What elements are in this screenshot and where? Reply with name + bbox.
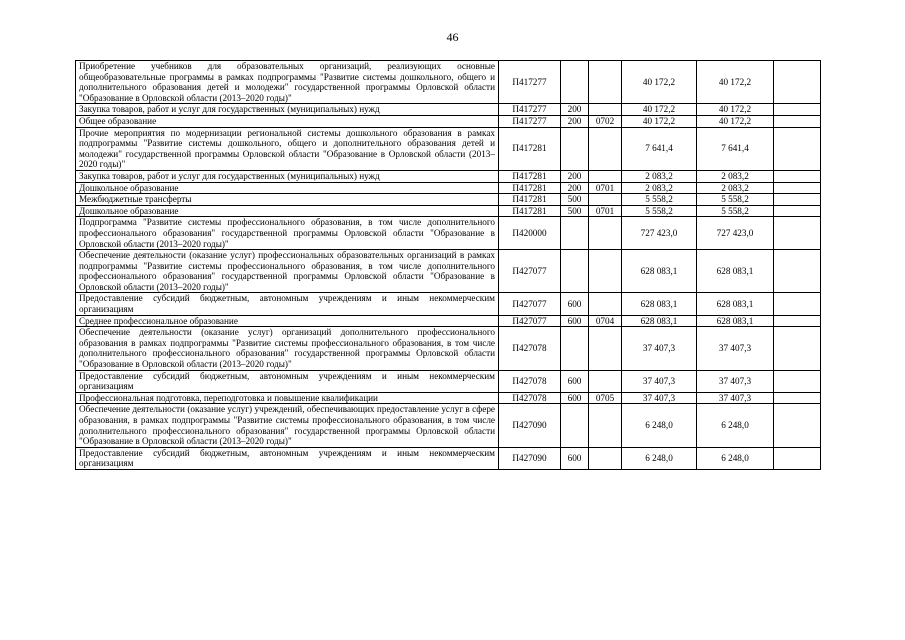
empty-cell bbox=[774, 370, 821, 392]
amount-2-cell: 2 083,2 bbox=[697, 170, 774, 182]
row-name-cell: Профессиональная подготовка, переподготовка и повышение квалификации bbox=[76, 392, 499, 404]
row-name-cell: Общее образование bbox=[76, 115, 499, 127]
table-row bbox=[76, 370, 821, 392]
table-row bbox=[76, 315, 821, 327]
table-row bbox=[76, 182, 821, 194]
row-name-cell: Обеспечение деятельности (оказание услуг) профессиональных образовательных организаций в рамках подпрограммы "Развитие системы профессионального образования, в том числе дополнительного профессионального образования" государственной программы Орловской области "Образование в Орловской области (2013–2020 годы)" bbox=[76, 250, 499, 293]
amount-2-cell: 628 083,1 bbox=[697, 293, 774, 315]
section-code-cell bbox=[589, 194, 622, 206]
amount-1-cell: 727 423,0 bbox=[622, 217, 697, 250]
table-row bbox=[76, 115, 821, 127]
amount-1-cell: 40 172,2 bbox=[622, 115, 697, 127]
expense-type-cell: 500 bbox=[561, 205, 589, 217]
table-row bbox=[76, 404, 821, 447]
row-name-cell: Приобретение учебников для образовательных организаций, реализующих основные общеобразовательные программы в рамках подпрограммы "Развитие системы дошкольного, общего и дополнительного образования детей и молодежи" государственной программы Орловской области "Образование в Орловской области (2013–2020 годы)" bbox=[76, 61, 499, 104]
section-code-cell bbox=[589, 327, 622, 370]
table-row bbox=[76, 194, 821, 206]
table-row bbox=[76, 104, 821, 116]
target-code-cell: П427077 bbox=[499, 293, 561, 315]
section-code-cell: 0705 bbox=[589, 392, 622, 404]
expense-type-cell: 600 bbox=[561, 370, 589, 392]
empty-cell bbox=[774, 194, 821, 206]
amount-2-cell: 7 641,4 bbox=[697, 127, 774, 170]
table-row bbox=[76, 447, 821, 469]
expense-type-cell bbox=[561, 61, 589, 104]
target-code-cell: П427078 bbox=[499, 392, 561, 404]
amount-1-cell: 37 407,3 bbox=[622, 370, 697, 392]
section-code-cell bbox=[589, 404, 622, 447]
amount-1-cell: 2 083,2 bbox=[622, 170, 697, 182]
target-code-cell: П427078 bbox=[499, 327, 561, 370]
amount-2-cell: 628 083,1 bbox=[697, 315, 774, 327]
section-code-cell: 0702 bbox=[589, 115, 622, 127]
section-code-cell bbox=[589, 217, 622, 250]
target-code-cell: П417281 bbox=[499, 182, 561, 194]
target-code-cell: П417281 bbox=[499, 194, 561, 206]
amount-2-cell: 6 248,0 bbox=[697, 404, 774, 447]
target-code-cell: П427090 bbox=[499, 447, 561, 469]
empty-cell bbox=[774, 61, 821, 104]
empty-cell bbox=[774, 170, 821, 182]
amount-2-cell: 727 423,0 bbox=[697, 217, 774, 250]
amount-1-cell: 40 172,2 bbox=[622, 61, 697, 104]
table-row bbox=[76, 61, 821, 104]
expense-type-cell: 200 bbox=[561, 104, 589, 116]
row-name-cell: Дошкольное образование bbox=[76, 205, 499, 217]
target-code-cell: П427077 bbox=[499, 315, 561, 327]
amount-1-cell: 6 248,0 bbox=[622, 447, 697, 469]
amount-2-cell: 6 248,0 bbox=[697, 447, 774, 469]
expense-type-cell: 600 bbox=[561, 315, 589, 327]
expense-type-cell bbox=[561, 250, 589, 293]
row-name-cell: Межбюджетные трансферты bbox=[76, 194, 499, 206]
row-name-cell: Закупка товаров, работ и услуг для государственных (муниципальных) нужд bbox=[76, 170, 499, 182]
row-name-cell: Среднее профессиональное образование bbox=[76, 315, 499, 327]
amount-1-cell: 628 083,1 bbox=[622, 250, 697, 293]
target-code-cell: П417277 bbox=[499, 61, 561, 104]
amount-2-cell: 37 407,3 bbox=[697, 392, 774, 404]
empty-cell bbox=[774, 447, 821, 469]
budget-table bbox=[75, 60, 821, 470]
amount-1-cell: 6 248,0 bbox=[622, 404, 697, 447]
target-code-cell: П427078 bbox=[499, 370, 561, 392]
section-code-cell bbox=[589, 104, 622, 116]
expense-type-cell: 500 bbox=[561, 194, 589, 206]
row-name-cell: Подпрограмма "Развитие системы профессионального образования, в том числе дополнительного профессионального образования" государственной программы Орловской области "Образование в Орловской области (2013–2020 годы)" bbox=[76, 217, 499, 250]
amount-1-cell: 7 641,4 bbox=[622, 127, 697, 170]
amount-2-cell: 2 083,2 bbox=[697, 182, 774, 194]
empty-cell bbox=[774, 315, 821, 327]
expense-type-cell bbox=[561, 217, 589, 250]
empty-cell bbox=[774, 293, 821, 315]
empty-cell bbox=[774, 115, 821, 127]
section-code-cell: 0701 bbox=[589, 182, 622, 194]
amount-1-cell: 5 558,2 bbox=[622, 205, 697, 217]
row-name-cell: Дошкольное образование bbox=[76, 182, 499, 194]
empty-cell bbox=[774, 327, 821, 370]
expense-type-cell: 600 bbox=[561, 392, 589, 404]
empty-cell bbox=[774, 182, 821, 194]
table-row bbox=[76, 327, 821, 370]
empty-cell bbox=[774, 104, 821, 116]
expense-type-cell: 600 bbox=[561, 447, 589, 469]
table-row bbox=[76, 170, 821, 182]
target-code-cell: П427090 bbox=[499, 404, 561, 447]
empty-cell bbox=[774, 127, 821, 170]
target-code-cell: П420000 bbox=[499, 217, 561, 250]
amount-1-cell: 2 083,2 bbox=[622, 182, 697, 194]
row-name-cell: Закупка товаров, работ и услуг для государственных (муниципальных) нужд bbox=[76, 104, 499, 116]
amount-2-cell: 37 407,3 bbox=[697, 370, 774, 392]
target-code-cell: П417281 bbox=[499, 205, 561, 217]
expense-type-cell bbox=[561, 127, 589, 170]
section-code-cell: 0704 bbox=[589, 315, 622, 327]
row-name-cell: Обеспечение деятельности (оказание услуг) организаций дополнительного профессионального образования в рамках подпрограммы "Развитие системы профессионального образования, в том числе дополнительного профессионального образования" государственной программы Орловской области "Образование в Орловской области (2013–2020 годы)" bbox=[76, 327, 499, 370]
amount-1-cell: 37 407,3 bbox=[622, 392, 697, 404]
table-row bbox=[76, 205, 821, 217]
table-row bbox=[76, 127, 821, 170]
section-code-cell bbox=[589, 370, 622, 392]
section-code-cell bbox=[589, 250, 622, 293]
empty-cell bbox=[774, 404, 821, 447]
section-code-cell bbox=[589, 293, 622, 315]
table-row bbox=[76, 392, 821, 404]
section-code-cell bbox=[589, 61, 622, 104]
expense-type-cell bbox=[561, 327, 589, 370]
amount-2-cell: 40 172,2 bbox=[697, 115, 774, 127]
row-name-cell: Предоставление субсидий бюджетным, автономным учреждениям и иным некоммерческим организациям bbox=[76, 370, 499, 392]
expense-type-cell: 200 bbox=[561, 182, 589, 194]
target-code-cell: П427077 bbox=[499, 250, 561, 293]
amount-1-cell: 37 407,3 bbox=[622, 327, 697, 370]
row-name-cell: Предоставление субсидий бюджетным, автономным учреждениям и иным некоммерческим организациям bbox=[76, 447, 499, 469]
expense-type-cell bbox=[561, 404, 589, 447]
amount-1-cell: 628 083,1 bbox=[622, 315, 697, 327]
expense-type-cell: 200 bbox=[561, 115, 589, 127]
table-row bbox=[76, 293, 821, 315]
amount-1-cell: 628 083,1 bbox=[622, 293, 697, 315]
target-code-cell: П417281 bbox=[499, 170, 561, 182]
row-name-cell: Прочие мероприятия по модернизации региональной системы дошкольного образования в рамках подпрограммы "Развитие системы дошкольного, общего и дополнительного образования детей и молодежи" государственной программы Орловской области "Образование в Орловской области (2013–2020 годы)" bbox=[76, 127, 499, 170]
amount-1-cell: 40 172,2 bbox=[622, 104, 697, 116]
section-code-cell bbox=[589, 447, 622, 469]
row-name-cell: Предоставление субсидий бюджетным, автономным учреждениям и иным некоммерческим организациям bbox=[76, 293, 499, 315]
amount-2-cell: 40 172,2 bbox=[697, 61, 774, 104]
page-number: 46 bbox=[446, 30, 459, 44]
empty-cell bbox=[774, 250, 821, 293]
section-code-cell bbox=[589, 127, 622, 170]
amount-2-cell: 40 172,2 bbox=[697, 104, 774, 116]
amount-2-cell: 5 558,2 bbox=[697, 194, 774, 206]
amount-1-cell: 5 558,2 bbox=[622, 194, 697, 206]
expense-type-cell: 600 bbox=[561, 293, 589, 315]
table-row bbox=[76, 250, 821, 293]
target-code-cell: П417277 bbox=[499, 115, 561, 127]
amount-2-cell: 628 083,1 bbox=[697, 250, 774, 293]
row-name-cell: Обеспечение деятельности (оказание услуг) учреждений, обеспечивающих предоставление услуг в сфере образования, в рамках подпрограммы "Развитие системы профессионального образования, в том числе дополнительного профессионального образования" государственной программы Орловской области "Образование в Орловской области (2013–2020 годы)" bbox=[76, 404, 499, 447]
table-row bbox=[76, 217, 821, 250]
empty-cell bbox=[774, 205, 821, 217]
amount-2-cell: 37 407,3 bbox=[697, 327, 774, 370]
empty-cell bbox=[774, 392, 821, 404]
target-code-cell: П417277 bbox=[499, 104, 561, 116]
amount-2-cell: 5 558,2 bbox=[697, 205, 774, 217]
empty-cell bbox=[774, 217, 821, 250]
table-body bbox=[76, 61, 821, 470]
section-code-cell: 0701 bbox=[589, 205, 622, 217]
target-code-cell: П417281 bbox=[499, 127, 561, 170]
section-code-cell bbox=[589, 170, 622, 182]
expense-type-cell: 200 bbox=[561, 170, 589, 182]
